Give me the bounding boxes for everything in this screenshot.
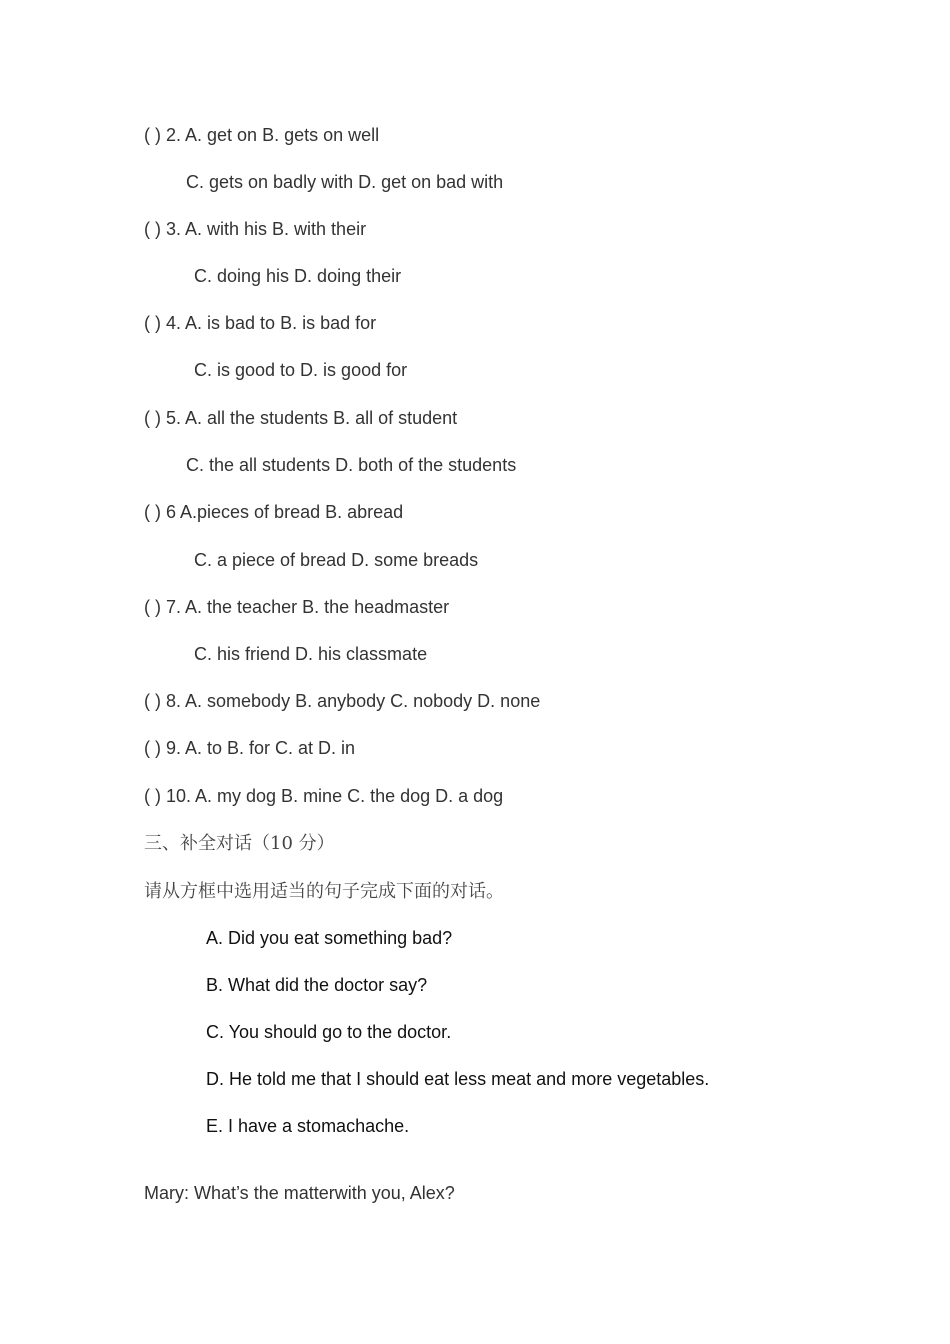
question-4-options-cd: C. is good to D. is good for <box>194 360 408 380</box>
question-6-options-ab: ( ) 6 A.pieces of bread B. abread <box>144 502 404 522</box>
question-9-options: ( ) 9. A. to B. for C. at D. in <box>144 738 356 758</box>
question-7-options-ab: ( ) 7. A. the teacher B. the headmaster <box>144 597 450 617</box>
question-8-options: ( ) 8. A. somebody B. anybody C. nobody D. none <box>144 691 541 711</box>
section-3-instruction: 请从方框中选用适当的句子完成下面的对话。 <box>144 881 504 902</box>
question-3-options-ab: ( ) 3. A. with his B. with their <box>144 219 367 239</box>
dialogue-option-e: E. I have a stomachache. <box>206 1116 410 1136</box>
question-2-options-ab: ( ) 2. A. get on B. gets on well <box>144 125 380 145</box>
section-3-heading: 三、补全对话（10 分） <box>144 833 335 854</box>
question-5-options-cd: C. the all students D. both of the students <box>186 455 517 475</box>
question-6-options-cd: C. a piece of bread D. some breads <box>194 550 479 570</box>
question-4-options-ab: ( ) 4. A. is bad to B. is bad for <box>144 313 377 333</box>
question-7-options-cd: C. his friend D. his classmate <box>194 644 428 664</box>
question-10-options: ( ) 10. A. my dog B. mine C. the dog D. a dog <box>144 786 504 806</box>
dialogue-option-b: B. What did the doctor say? <box>206 975 428 995</box>
question-2-options-cd: C. gets on badly with D. get on bad with <box>186 172 504 192</box>
question-3-options-cd: C. doing his D. doing their <box>194 266 402 286</box>
dialogue-option-c: C. You should go to the doctor. <box>206 1022 452 1042</box>
dialogue-option-d: D. He told me that I should eat less meat and more vegetables. <box>206 1069 710 1089</box>
question-5-options-ab: ( ) 5. A. all the students B. all of student <box>144 408 458 428</box>
dialogue-line-mary: Mary: What’s the matterwith you, Alex? <box>144 1183 455 1203</box>
dialogue-option-a: A. Did you eat something bad? <box>206 928 453 948</box>
